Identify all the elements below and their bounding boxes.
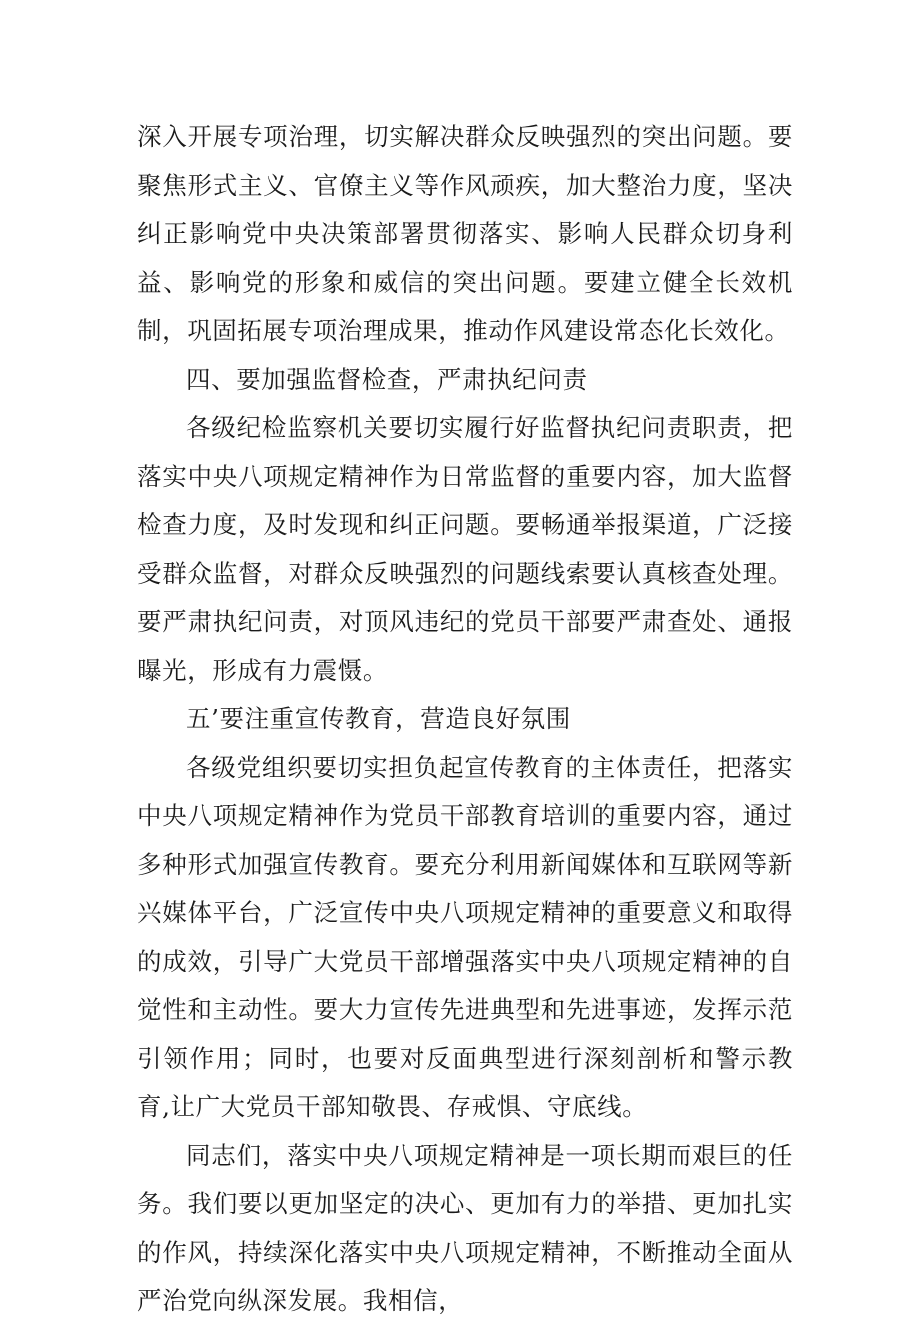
section-heading-four: 四、要加强监督检查，严肃执纪问责 <box>186 364 588 394</box>
paragraph-supervision: 各级纪检监察机关要切实履行好监督执纪问责职责，把落实中央八项规定精神作为日常监督的重要内容，加大监督检查力度，及时发现和纠正问题。要畅通举报渠道，广泛接受群众监督，对群众反映强烈的问题线索要认真核查处理。要严肃执纪问责，对顶风违纪的党员干部要严肃查处、通报曝光，形成有力震慑。 <box>137 413 793 685</box>
paragraph-closing: 同志们，落实中央八项规定精神是一项长期而艰巨的任务。我们要以更加坚定的决心、更加有力的举措、更加扎实的作风，持续深化落实中央八项规定精神，不断推动全面从严治党向纵深发展。我相信， <box>137 1140 793 1315</box>
document-body <box>137 113 793 1326</box>
paragraph-continued: 深入开展专项治理，切实解决群众反映强烈的突出问题。要聚焦形式主义、官僚主义等作风顽疾，加大整治力度，坚决纠正影响党中央决策部署贯彻落实、影响人民群众切身利益、影响党的形象和威信的突出问题。要建立健全长效机制，巩固拓展专项治理成果，推动作风建设常态化长效化。 <box>137 122 793 345</box>
paragraph-publicity: 各级党组织要切实担负起宣传教育的主体责任，把落实中央八项规定精神作为党员干部教育培训的重要内容，通过多种形式加强宣传教育。要充分利用新闻媒体和互联网等新兴媒体平台，广泛宣传中央八项规定精神的重要意义和取得的成效，引导广大党员干部增强落实中央八项规定精神的自觉性和主动性。要大力宣传先进典型和先进事迹，发挥示范引领作用；同时，也要对反面典型进行深刻剖析和警示教育,让广大党员干部知敬畏、存戒惧、守底线。 <box>137 752 793 1121</box>
section-heading-five: 五’要注重宣传教育，营造良好氛围 <box>186 704 571 733</box>
